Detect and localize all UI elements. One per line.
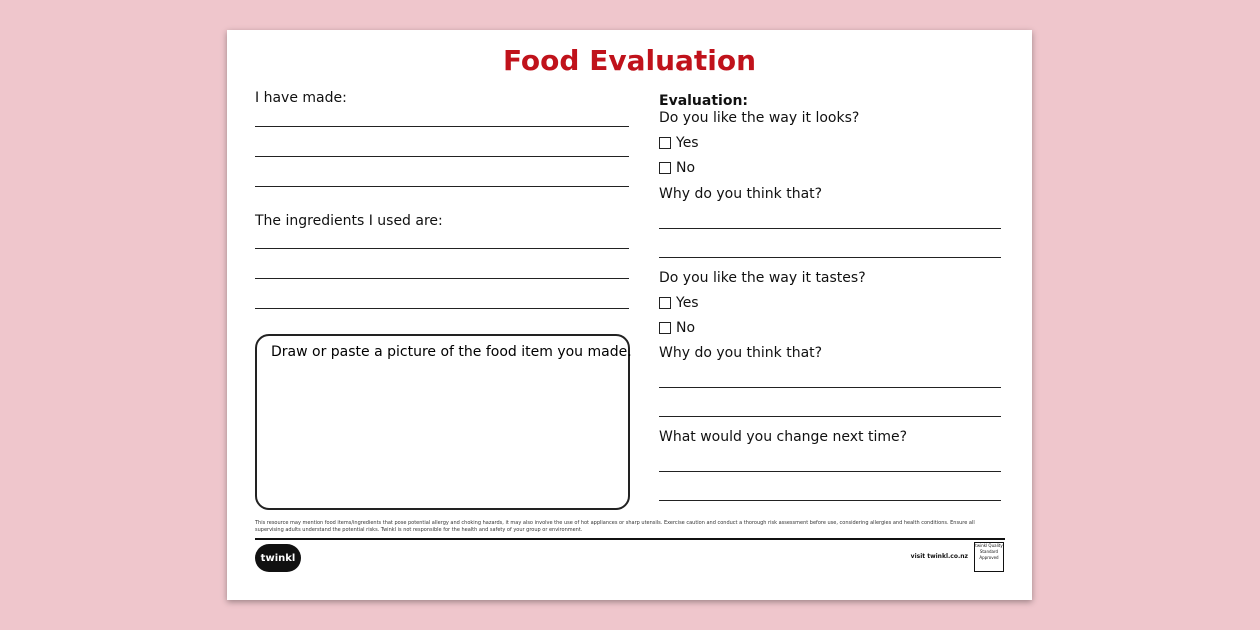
- option-label: Yes: [676, 135, 699, 151]
- evaluation-heading: Evaluation:: [659, 93, 749, 109]
- why-tastes-line-2[interactable]: [659, 416, 1001, 417]
- why-looks-label: Why do you think that?: [659, 186, 823, 202]
- change-label: What would you change next time?: [659, 429, 908, 445]
- made-answer-line-3[interactable]: [255, 186, 629, 187]
- question-tastes: Do you like the way it tastes?: [659, 270, 866, 286]
- tastes-yes-option[interactable]: [659, 295, 699, 311]
- checkbox[interactable]: [659, 137, 671, 149]
- safety-disclaimer: This resource may mention food items/ingredients that pose potential allergy and choking hazards, it may also involve the use of hot appliances or sharp utensils. Exercise caution and conduct a thorough risk assessment before use, considering allergies and health conditions. Ensure all supervising adults understand the potential risks. Twinkl is not responsible for the health and safety of your group or environment.: [255, 520, 975, 533]
- ingredients-answer-line-3[interactable]: [255, 308, 629, 309]
- change-line-1[interactable]: [659, 471, 1001, 472]
- made-answer-line-1[interactable]: [255, 126, 629, 127]
- ingredients-answer-line-2[interactable]: [255, 278, 629, 279]
- question-looks: Do you like the way it looks?: [659, 110, 860, 126]
- made-label: I have made:: [255, 90, 347, 106]
- quality-badge-icon: twinkl Quality Standard Approved: [974, 542, 1004, 572]
- checkbox[interactable]: [659, 162, 671, 174]
- option-label: No: [676, 320, 696, 336]
- twinkl-logo: twinkl: [255, 544, 301, 572]
- option-label: No: [676, 160, 696, 176]
- why-looks-line-1[interactable]: [659, 228, 1001, 229]
- footer-divider: [255, 538, 1005, 540]
- visit-link[interactable]: visit twinkl.co.nz: [910, 553, 968, 560]
- drawing-prompt: Draw or paste a picture of the food item you made.: [271, 344, 632, 360]
- tastes-no-option[interactable]: [659, 320, 695, 336]
- looks-no-option[interactable]: [659, 160, 695, 176]
- ingredients-label: The ingredients I used are:: [255, 213, 443, 229]
- page-title: Food Evaluation: [502, 44, 757, 77]
- worksheet-page: [227, 30, 1032, 600]
- option-label: Yes: [676, 295, 699, 311]
- checkbox[interactable]: [659, 297, 671, 309]
- why-tastes-line-1[interactable]: [659, 387, 1001, 388]
- why-tastes-label: Why do you think that?: [659, 345, 823, 361]
- checkbox[interactable]: [659, 322, 671, 334]
- drawing-box[interactable]: [255, 334, 630, 510]
- why-looks-line-2[interactable]: [659, 257, 1001, 258]
- change-line-2[interactable]: [659, 500, 1001, 501]
- made-answer-line-2[interactable]: [255, 156, 629, 157]
- ingredients-answer-line-1[interactable]: [255, 248, 629, 249]
- looks-yes-option[interactable]: [659, 135, 699, 151]
